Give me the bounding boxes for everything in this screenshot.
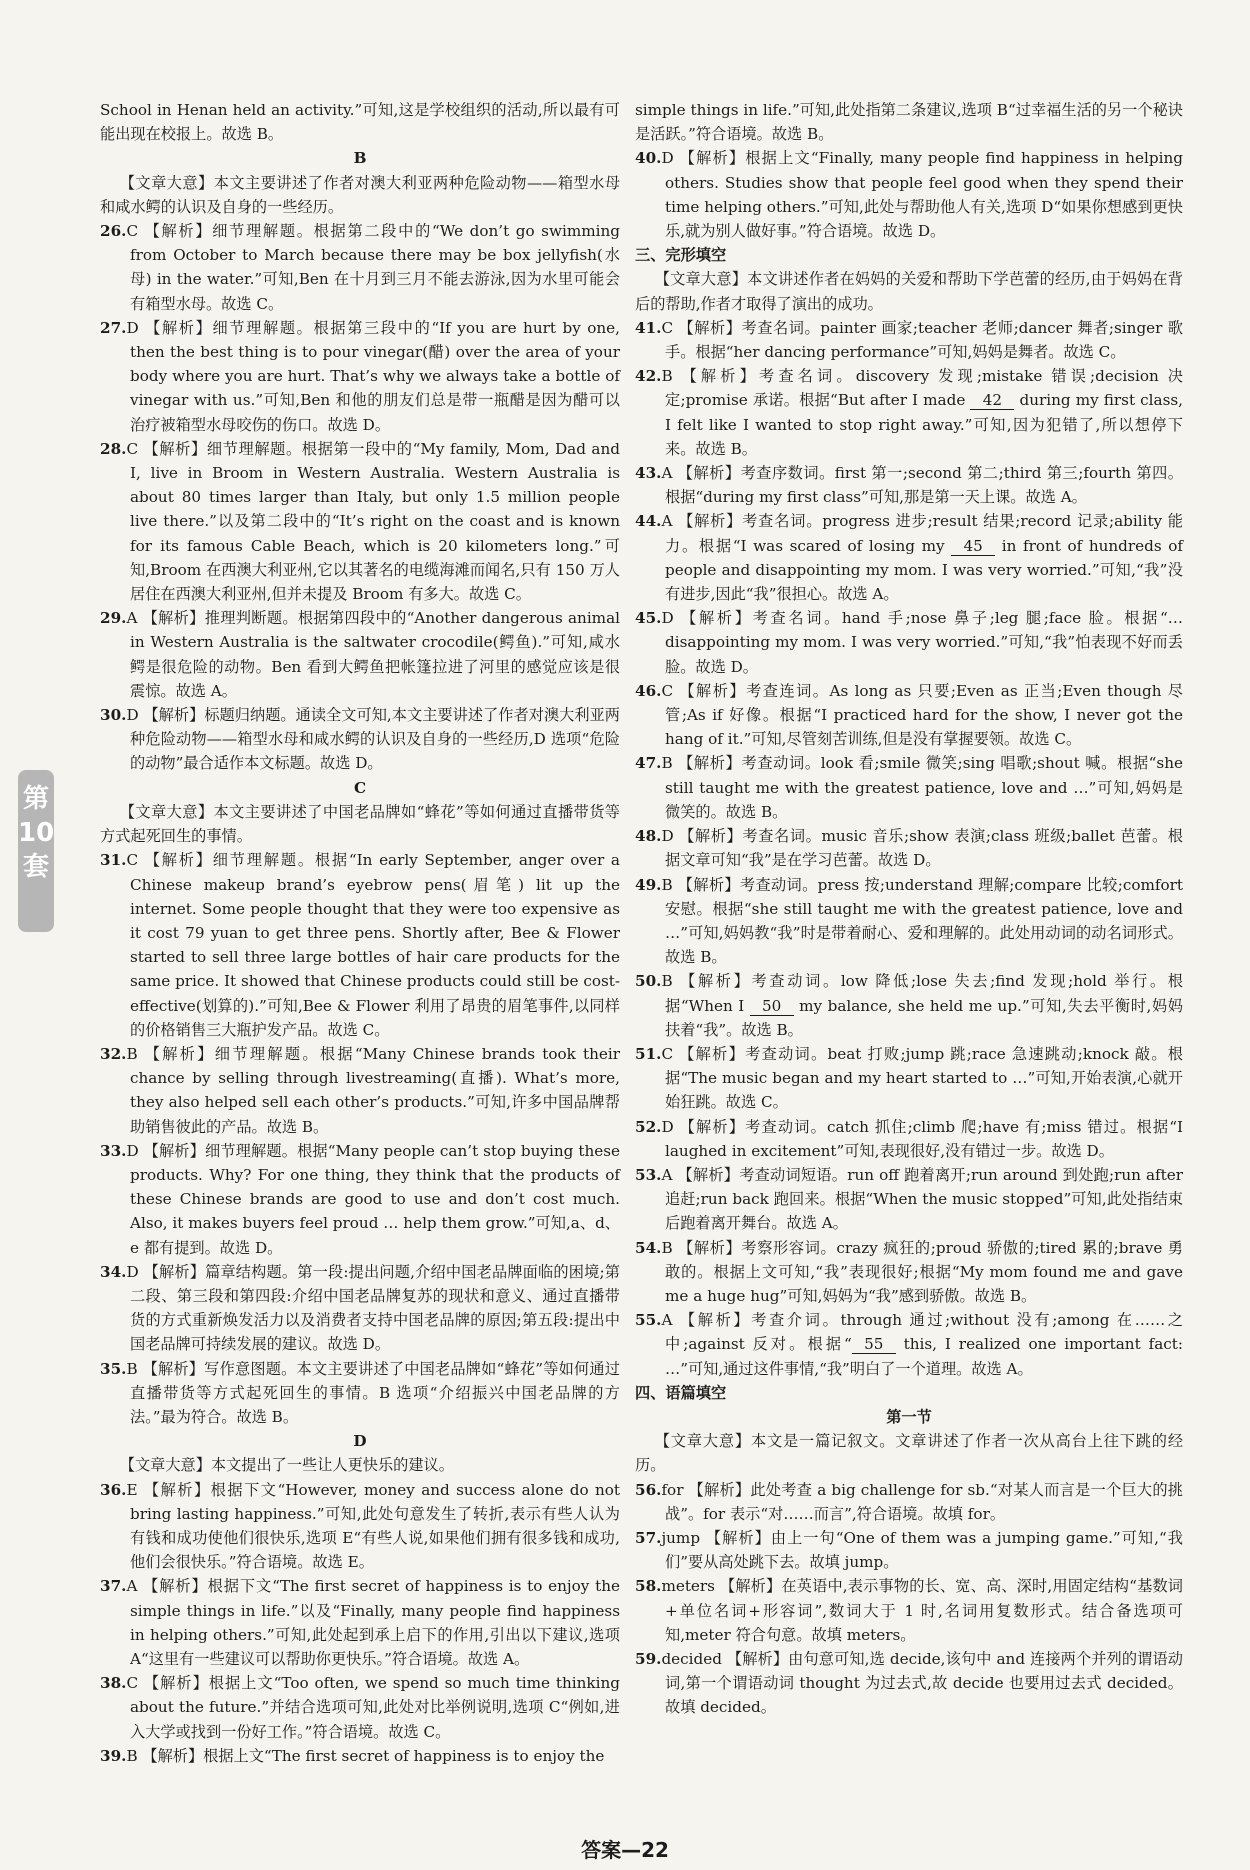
answer-34: 34.D 【解析】篇章结构题。第一段:提出问题,介绍中国老品牌面临的困境;第二段、第三段和第四段:介绍中国老品牌复苏的现状和意义、通过直播带货的方式重新焕发活力以及消费者支持中国老品牌的原因;第五段:提出中国老品牌可持续发展的建议。故选 D。 — [100, 1262, 620, 1354]
answer-41: 41.C 【解析】考查名词。painter 画家;teacher 老师;dancer 舞者;singer 歌手。根据“her dancing performance”可知,妈妈是舞者。故选 C。 — [635, 318, 1183, 362]
answer-43: 43.A 【解析】考查序数词。first 第一;second 第二;third 第三;fourth 第四。根据“during my first class”可知,那是第一天上课。故选 A。 — [635, 464, 1183, 507]
article-summary-b: 【文章大意】本文主要讲述了作者对澳大利亚两种危险动物——箱型水母和咸水鳄的认识及自身的一些经历。 — [100, 173, 620, 216]
subsection-heading: 第一节 — [886, 1407, 932, 1426]
answer-30: 30.D 【解析】标题归纳题。通读全文可知,本文主要讲述了作者对澳大利亚两种危险动物——箱型水母和咸水鳄的认识及自身的一些经历,D 选项“危险的动物”最合适作本文标题。故选 D。 — [100, 706, 620, 773]
answer-28: 28.C 【解析】细节理解题。根据第一段中的“My family, Mom, Dad and I, live in Broom in Western Australia. Western Australia is about 80 times larger than Italy, but only 1.5 million people live there.”以及第二段中的“It’s right on the coast and is known for its famous Cable Beach, which is 20 kilometers long.”可知,Broom 在西澳大利亚州,它以其著名的电缆海滩而闻名,只有 150 万人居住在西澳大利亚州,但并未提及 Broom 有多大。故选 C。 — [100, 439, 620, 604]
answer-45: 45.D 【解析】考查名词。hand 手;nose 鼻子;leg 腿;face 脸。根据“… disappointing my mom. I was very worried.”可知,“我”怕表现不好而丢脸。故选 D。 — [635, 609, 1183, 676]
blank-55: 55 — [852, 1335, 896, 1354]
article-summary-text-fill: 【文章大意】本文是一篇记叙文。文章讲述了作者一次从高台上往下跳的经历。 — [635, 1432, 1183, 1475]
tab-char-3: 套 — [22, 852, 49, 882]
answer-27: 27.D 【解析】细节理解题。根据第三段中的“If you are hurt by one, then the best thing is to pour vinegar(醋) over the area of your body where you are hurt. That’s why we always take a bottle of vinegar with us.”可知,Ben 和他的朋友们总是带一瓶醋是因为醋可以治疗被箱型水母咬伤的伤口。故选 D。 — [100, 318, 620, 434]
answer-58: 58.meters 【解析】在英语中,表示事物的长、宽、高、深时,用固定结构“基数词+单位名词+形容词”,数词大于 1 时,名词用复数形式。结合备选项可知,meter 符合句意。故填 meters。 — [635, 1577, 1183, 1644]
answer-36: 36.E 【解析】根据下文“However, money and success alone do not bring lasting happiness.”可知,此处句意发生了转折,表示有些人认为有钱和成功使他们很快乐,选项 E“有些人说,如果他们拥有很多钱和成功,他们会很快乐。”符合语境。故选 E。 — [100, 1480, 620, 1572]
page-number: 答案—22 — [581, 1838, 669, 1862]
section-text-fill-heading: 四、语篇填空 — [635, 1383, 727, 1402]
section-d-heading: D — [353, 1432, 367, 1451]
answer-51: 51.C 【解析】考查动词。beat 打败;jump 跳;race 急速跳动;knock 敲。根据“The music began and my heart started to …”可知,开始表演,心就开始狂跳。故选 C。 — [635, 1044, 1183, 1112]
article-summary-c: 【文章大意】本文主要讲述了中国老品牌如“蜂花”等如何通过直播带货等方式起死回生的事情。 — [100, 802, 620, 846]
answer-55: 55.A 【解析】考查介词。through 通过;without 没有;among 在……之中;against 反对。根据“ 55 this, I realized one important fact: …”可知,通过这件事情,“我”明白了一个道理。故选 A。 — [635, 1311, 1183, 1378]
answer-54: 54.B 【解析】考察形容词。crazy 疯狂的;proud 骄傲的;tired 累的;brave 勇敢的。根据上文可知,“我”表现很好;根据“My mom found me and gave me a huge hug”可知,妈妈为“我”感到骄傲。故选 B。 — [635, 1238, 1183, 1305]
answer-35: 35.B 【解析】写作意图题。本文主要讲述了中国老品牌如“蜂花”等如何通过直播带货等方式起死回生的事情。B 选项“介绍振兴中国老品牌的方法。”最为符合。故选 B。 — [100, 1359, 620, 1426]
answer-50: 50.B 【解析】考查动词。low 降低;lose 失去;find 发现;hold 举行。根据“When I 50 my balance, she held me up.”可知,失去平衡时,妈妈扶着“我”。故选 B。 — [635, 972, 1183, 1039]
answer-37: 37.A 【解析】根据下文“The first secret of happiness is to enjoy the simple things in life.”以及“Finally, many people find happiness in helping others.”可知,此处起到承上启下的作用,引出以下建议,选项 A“这里有一些建议可以帮助你更快乐。”符合语境。故选 A。 — [100, 1577, 620, 1668]
answer-38: 38.C 【解析】根据上文“Too often, we spend so much time thinking about the future.”并结合选项可知,此处对比举例说明,选项 C“例如,进入大学或找到一份好工作。”符合语境。故选 C。 — [100, 1674, 620, 1741]
tab-char-2: 10 — [18, 818, 55, 848]
answer-46: 46.C 【解析】考查连词。As long as 只要;Even as 正当;Even though 尽管;As if 好像。根据“I practiced hard for the show, I never got the hang of it.”可知,尽管刻苦训练,但是没有掌握要领。故选 C。 — [635, 681, 1183, 749]
answer-32: 32.B 【解析】细节理解题。根据“Many Chinese brands took their chance by selling through livestreaming(直播). What’s more, they also helped sell each other’s products.”可知,许多中国品牌帮助销售彼此的产品。故选 B。 — [100, 1044, 620, 1136]
answer-57: 57.jump 【解析】由上一句“One of them was a jumping game.”可知,“我们”要从高处跳下去。故填 jump。 — [635, 1528, 1183, 1572]
answer-47: 47.B 【解析】考查动词。look 看;smile 微笑;sing 唱歌;shout 喊。根据“she still taught me with the greatest patience, love and …”可知,妈妈是微笑的。故选 B。 — [635, 754, 1183, 821]
left-p0: School in Henan held an activity.”可知,这是学校组织的活动,所以最有可能出现在校报上。故选 B。 — [100, 101, 620, 144]
section-b-heading: B — [353, 149, 367, 168]
answer-31: 31.C 【解析】细节理解题。根据“In early September, anger over a Chinese makeup brand’s eyebrow pens(眉笔) lit up the internet. Some people thought that they were too expensive as it cost 79 yuan to get three pens. Shortly after, Bee & Flower started to sell three large bottles of hair care products for the same price. It showed that Chinese products could still be cost-effective(划算的).”可知,Bee & Flower 利用了昂贵的眉笔事件,以同样的价格销售三大瓶护发产品。故选 C。 — [100, 851, 620, 1039]
section-c-heading: C — [353, 778, 367, 797]
right-column — [635, 98, 1183, 1720]
section-cloze-heading: 三、完形填空 — [635, 246, 727, 265]
answer-40: 40.D 【解析】根据上文“Finally, many people find happiness in helping others. Studies show that people feel good when they spend their time helping others.”可知,此处与帮助他人有关,选项 D“如果你想感到更快乐,就为别人做好事。”符合语境。故选 D。 — [635, 149, 1183, 241]
answer-59: 59.decided 【解析】由句意可知,选 decide,该句中 and 连接两个并列的谓语动词,第一个谓语动词 thought 为过去式,故 decide 也要用过去式 decided。故填 decided。 — [635, 1650, 1183, 1717]
answer-53: 53.A 【解析】考查动词短语。run off 跑着离开;run around 到处跑;run after 追赶;run back 跑回来。根据“When the music stopped”可知,此处指结束后跑着离开舞台。故选 A。 — [635, 1165, 1183, 1233]
answer-29: 29.A 【解析】推理判断题。根据第四段中的“Another dangerous animal in Western Australia is the saltwater crocodile(鳄鱼).”可知,咸水鳄是很危险的动物。Ben 看到大鳄鱼把帐篷拉进了河里的感觉应该是很震惊。故选 A。 — [100, 609, 620, 700]
answer-39: 39.B 【解析】根据上文“The first secret of happiness is to enjoy the — [100, 1746, 605, 1765]
answer-52: 52.D 【解析】考查动词。catch 抓住;climb 爬;have 有;miss 错过。根据“I laughed in excitement”可知,表现很好,没有错过一步。故选 D。 — [635, 1117, 1183, 1160]
article-summary-d: 【文章大意】本文提出了一些让人更快乐的建议。 — [119, 1456, 454, 1475]
answer-26: 26.C 【解析】细节理解题。根据第二段中的“We don’t go swimming from October to March because there may be box jellyfish(水母) in the water.”可知,Ben 在十月到三月不能去游泳,因为水里可能会有箱型水母。故选 C。 — [100, 222, 620, 313]
answer-44: 44.A 【解析】考查名词。progress 进步;result 结果;record 记录;ability 能力。根据“I was scared of losing my 45 in front of hundreds of people and disappointing my mom. I was very worried.”可知,“我”没有进步,因此“我”很担心。故选 A。 — [635, 512, 1183, 604]
blank-45: 45 — [951, 537, 995, 556]
article-summary-cloze: 【文章大意】本文讲述作者在妈妈的关爱和帮助下学芭蕾的经历,由于妈妈在背后的帮助,作者才取得了演出的成功。 — [635, 270, 1183, 313]
blank-42: 42 — [970, 391, 1014, 410]
right-p0: simple things in life.”可知,此处指第二条建议,选项 B“过幸福生活的另一个秘诀是活跃。”符合语境。故选 B。 — [635, 101, 1183, 144]
tab-char-1: 第 — [22, 784, 49, 814]
answer-48: 48.D 【解析】考查名词。music 音乐;show 表演;class 班级;ballet 芭蕾。根据文章可知“我”是在学习芭蕾。故选 D。 — [635, 827, 1183, 870]
blank-50: 50 — [750, 997, 794, 1016]
left-column — [100, 98, 620, 1768]
answer-33: 33.D 【解析】细节理解题。根据“Many people can’t stop buying these products. Why? For one thing, they think that the products of these Chinese brands are good to use and don’t cost much. Also, it makes buyers feel proud … help them grow.”可知,a、d、e 都有提到。故选 D。 — [100, 1141, 620, 1257]
answer-56: 56.for 【解析】此处考查 a big challenge for sb.“对某人而言是一个巨大的挑战”。for 表示“对……而言”,符合语境。故填 for。 — [635, 1480, 1183, 1523]
answer-42: 42.B 【解析】考查名词。discovery 发现;mistake 错误;decision 决定;promise 承诺。根据“But after I made 42 during my first class, I felt like I wanted to stop right away.”可知,因为犯错了,所以想停下来。故选 B。 — [635, 367, 1183, 458]
set-number-tab — [18, 770, 54, 932]
answer-49: 49.B 【解析】考查动词。press 按;understand 理解;compare 比较;comfort 安慰。根据“she still taught me with the greatest patience, love and …”可知,妈妈教“我”时是带着耐心、爱和理解的。此处用动词的动名词形式。故选 B。 — [635, 875, 1183, 967]
